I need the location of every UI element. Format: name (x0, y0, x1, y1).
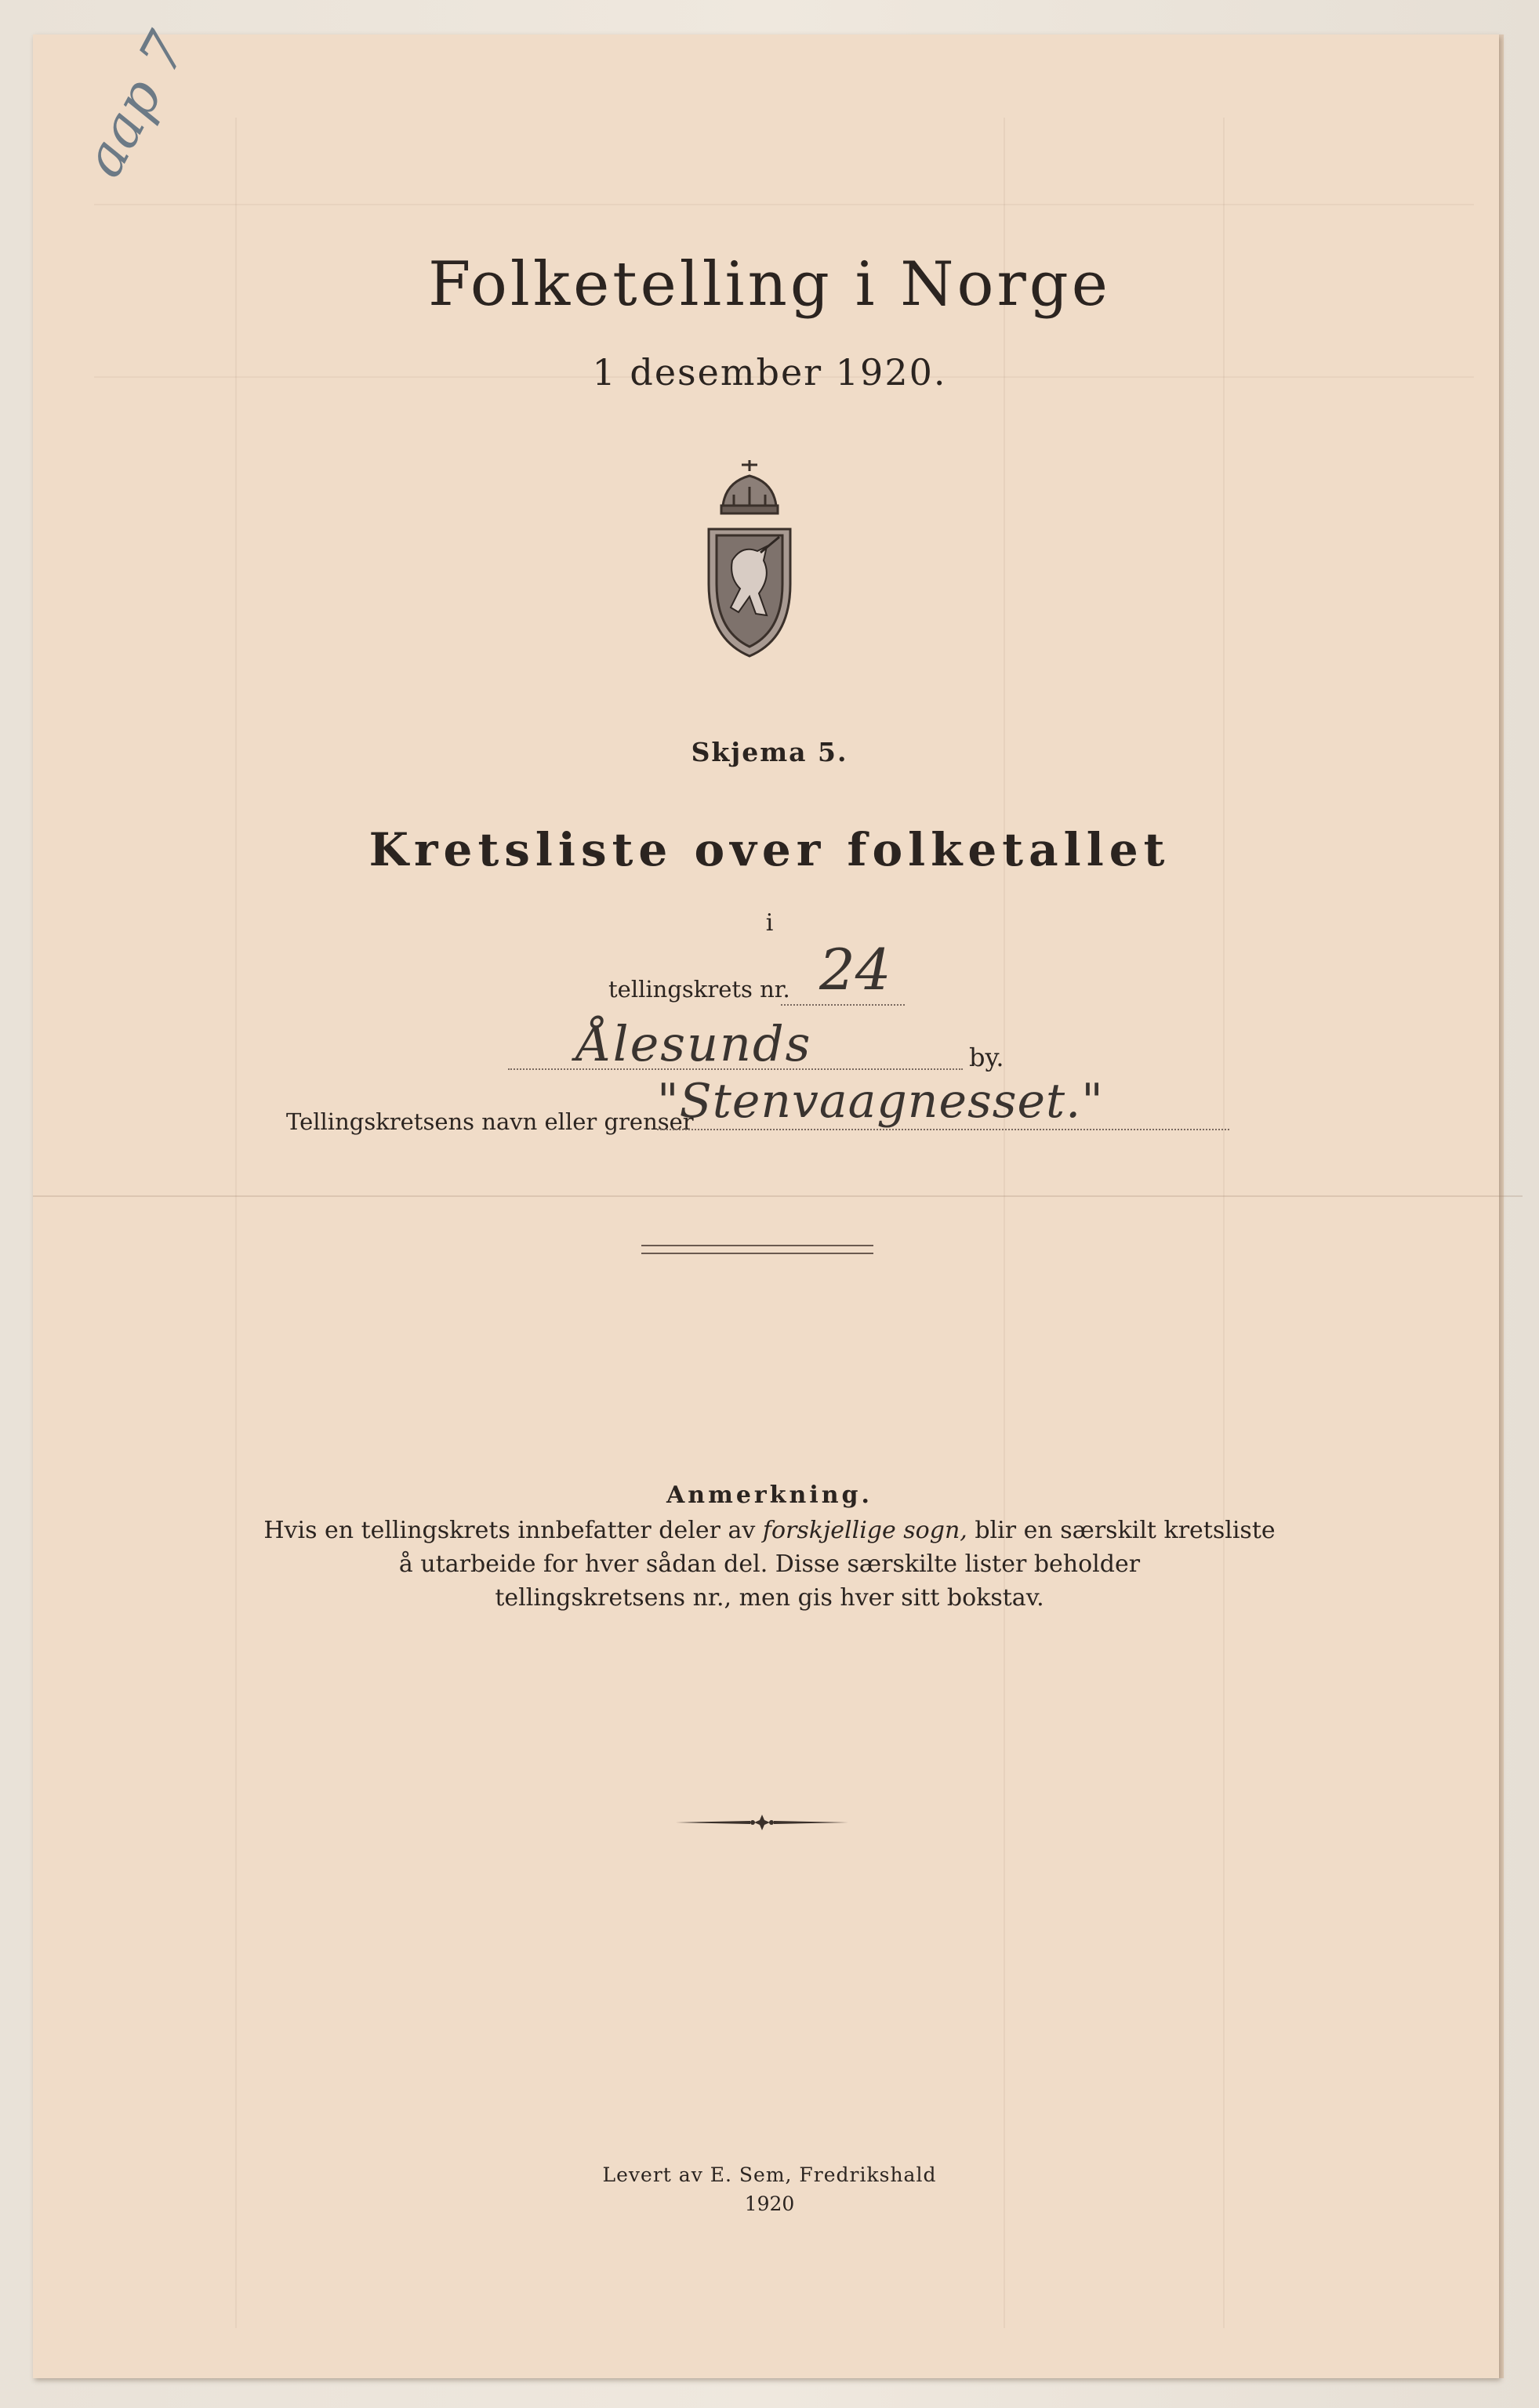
double-rule-divider (641, 1245, 873, 1254)
note-title: Anmerkning. (666, 1481, 873, 1509)
grenser-label: Tellingskretsens navn eller grenser (286, 1108, 694, 1135)
tellingskrets-label: tellingskrets nr. (608, 976, 790, 1003)
city-name-field[interactable]: Ålesunds (576, 1015, 812, 1072)
grenser-field[interactable]: "Stenvaagnesset." (657, 1074, 1104, 1129)
page-title: Folketelling i Norge (428, 249, 1111, 320)
note-line-1b: blir en særskilt kretsliste (967, 1517, 1276, 1544)
note-line-1 (0, 1517, 1539, 1544)
tellingskrets-field-line (781, 1004, 905, 1006)
note-line-2: å utarbeide for hver sådan del. Disse særskilte lister beholder (398, 1550, 1141, 1578)
tellingskrets-number-field[interactable]: 24 (819, 937, 891, 1003)
note-line-1-emphasis: forskjellige sogn, (762, 1517, 967, 1544)
bleed-through-line (94, 204, 1474, 205)
bleed-through-line (1004, 118, 1005, 2328)
note-line-1a: Hvis en tellingskrets innbefatter deler av (263, 1517, 763, 1544)
grenser-field-line (657, 1129, 1229, 1130)
note-line-3: tellingskretsens nr., men gis hver sitt bokstav. (495, 1584, 1044, 1612)
form-heading: Kretsliste over folketallet (368, 823, 1171, 876)
census-date: 1 desember 1920. (592, 351, 947, 393)
printer-year: 1920 (744, 2192, 795, 2215)
ornament-divider-icon (676, 1811, 848, 1834)
printer-credit: Levert av E. Sem, Fredrikshald (602, 2163, 937, 2186)
margin-handwritten-note: aap 7 (71, 21, 199, 187)
schema-number: Skjema 5. (691, 737, 848, 767)
bleed-through-line (235, 118, 237, 2328)
city-suffix-label: by. (969, 1043, 1004, 1072)
preposition: i (765, 909, 774, 937)
coat-of-arms-icon (695, 459, 804, 659)
bleed-through-line (1223, 118, 1225, 2328)
fold-line (33, 1195, 1523, 1197)
